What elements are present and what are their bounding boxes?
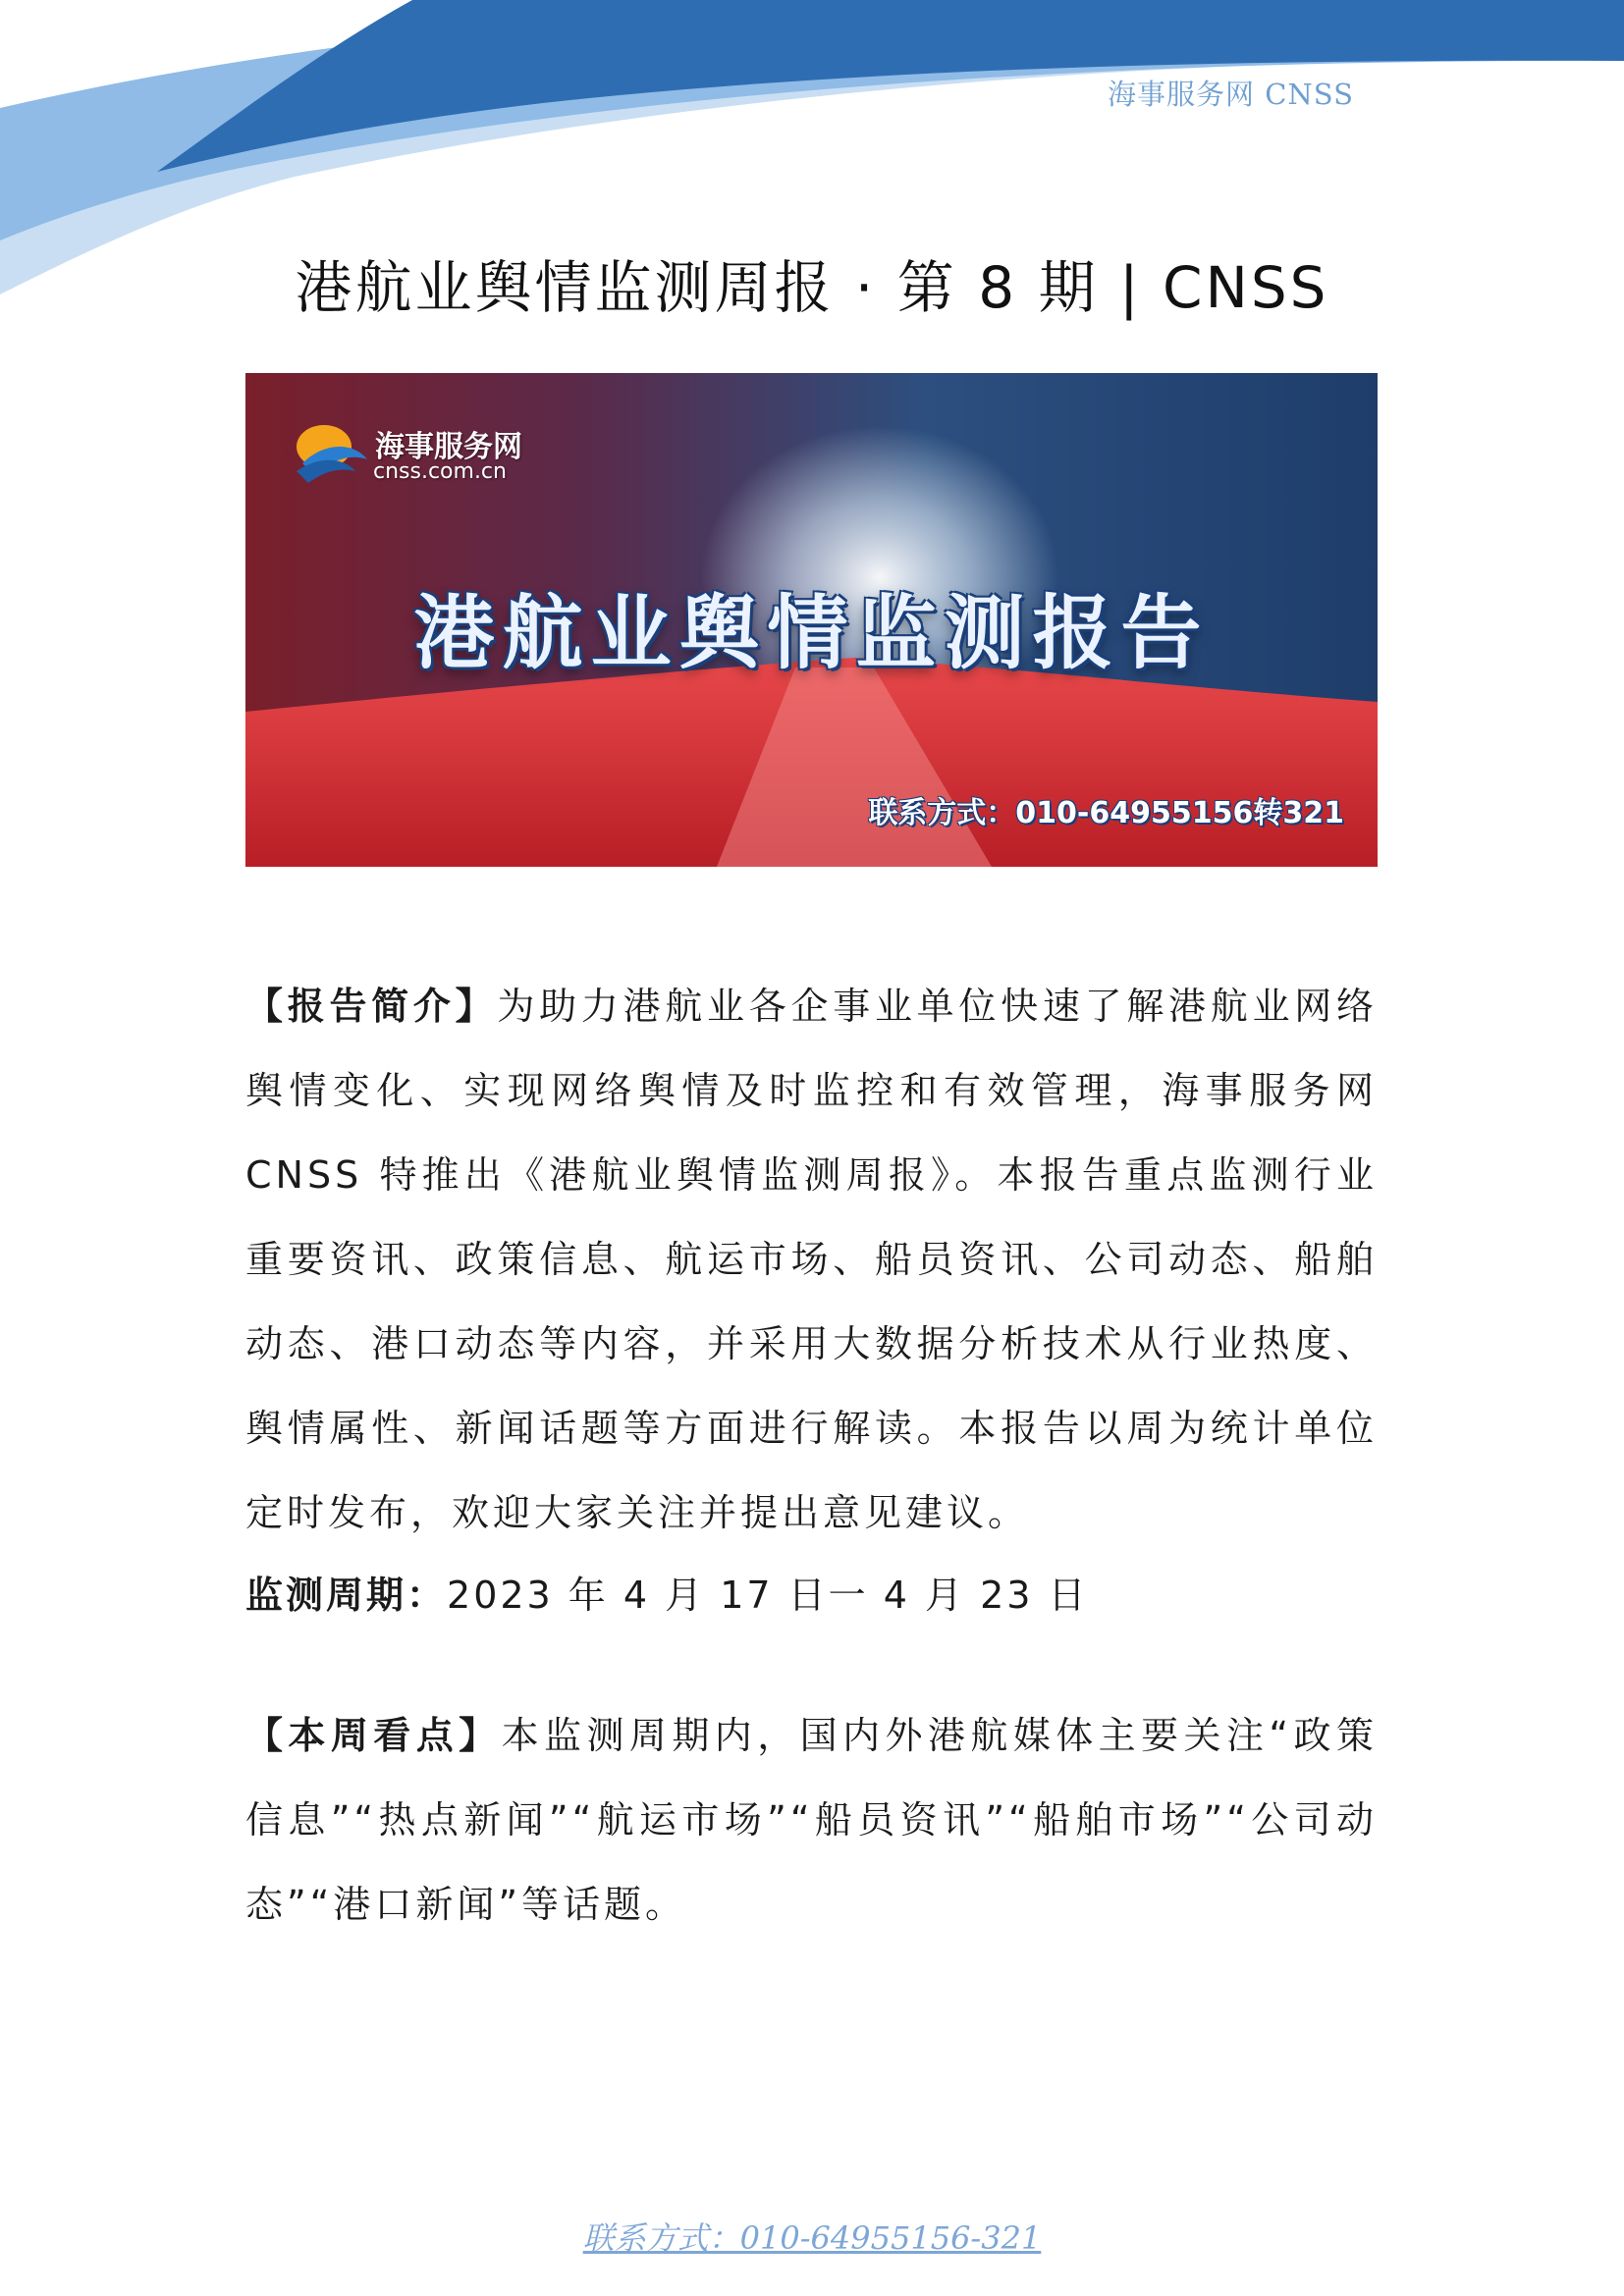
highlights-lead: 【本周看点】 bbox=[245, 1714, 502, 1757]
banner-contact: 联系方式：010-64955156转321 bbox=[868, 796, 1344, 830]
intro-lead: 【报告简介】 bbox=[245, 985, 498, 1028]
intro-text: 为助力港航业各企事业单位快速了解港航业网络舆情变化、实现网络舆情及时监控和有效管理，海事服务网 CNSS 特推出《港航业舆情监测周报》。本报告重点监测行业重要资讯、政策信息、航运市场、船员资讯、公司动态、船舶动态、港口动态等内容，并采用大数据分析技术从行业热度、舆情属性、新闻话题等方面进行解读。本报告以周为统计单位定时发布，欢迎大家关注并提出意见建议。 bbox=[245, 985, 1378, 1534]
banner-title: 港航业舆情监测报告 bbox=[413, 587, 1210, 680]
intro-paragraph bbox=[245, 964, 1378, 1555]
page-title: 港航业舆情监测周报 · 第 8 期 | CNSS bbox=[295, 253, 1329, 321]
monitoring-period bbox=[245, 1566, 1089, 1625]
highlights-paragraph bbox=[245, 1693, 1378, 1947]
cnss-logo-icon bbox=[297, 425, 367, 483]
footer-contact-link[interactable]: 联系方式：010-64955156-321 bbox=[582, 2219, 1042, 2257]
period-text: 2023 年 4 月 17 日一 4 月 23 日 bbox=[447, 1574, 1089, 1617]
header-site-label: 海事服务网 CNSS bbox=[1107, 78, 1354, 111]
report-banner bbox=[245, 373, 1378, 867]
banner-logo-url: cnss.com.cn bbox=[373, 459, 507, 484]
banner-logo-name: 海事服务网 bbox=[375, 430, 522, 464]
highlights-text: 本监测周期内，国内外港航媒体主要关注“政策信息”“热点新闻”“航运市场”“船员资讯”“船舶市场”“公司动态”“港口新闻”等话题。 bbox=[245, 1714, 1378, 1926]
period-lead: 监测周期： bbox=[245, 1574, 448, 1617]
